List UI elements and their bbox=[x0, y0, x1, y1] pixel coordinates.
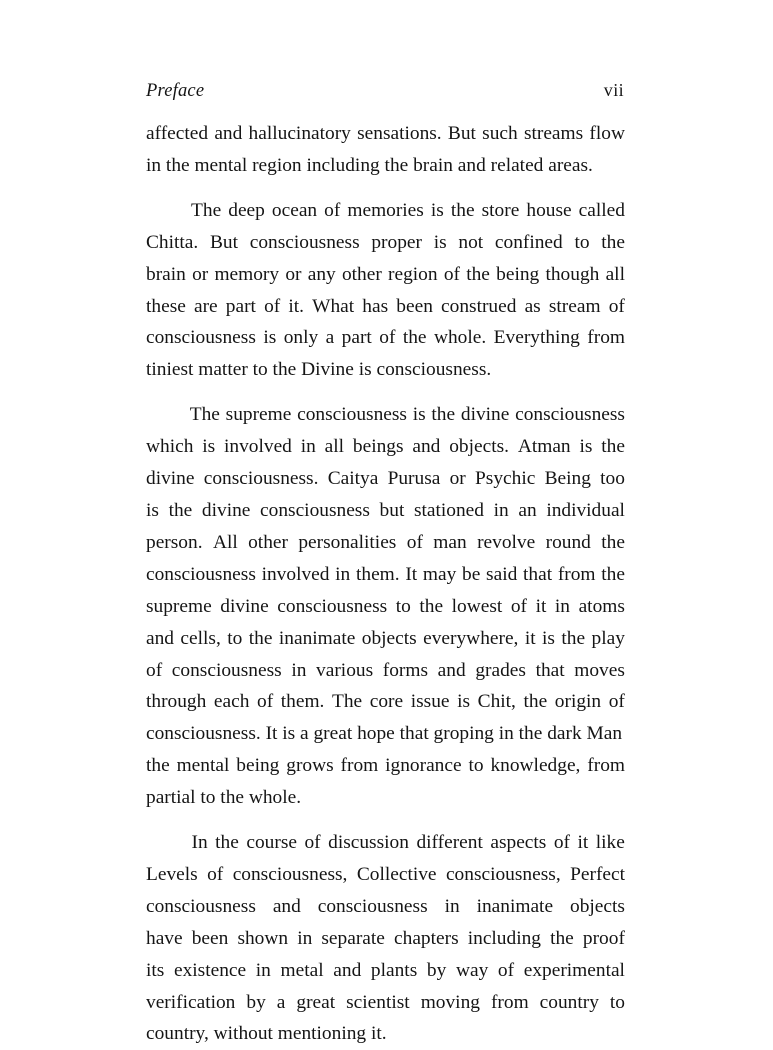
text-line: which is involved in all beings and objects. Atman is the bbox=[146, 436, 625, 458]
paragraph-chitta bbox=[146, 195, 625, 386]
text-line: consciousness. It is a great hope that groping in the dark Man bbox=[146, 723, 623, 745]
text-line: The deep ocean of memories is the store house called bbox=[191, 199, 625, 221]
text-line: brain or memory or any other region of the being though all bbox=[146, 263, 625, 285]
text-line: supreme divine consciousness to the lowest of it in atoms bbox=[146, 595, 625, 617]
text-line: Chitta. But consciousness proper is not confined to the bbox=[146, 231, 625, 253]
text-line: consciousness is only a part of the whole. Everything from bbox=[146, 327, 625, 349]
body-text-block bbox=[146, 118, 625, 1050]
text-line: Levels of consciousness, Collective consciousness, Perfect bbox=[146, 863, 625, 885]
running-head-title: Preface bbox=[146, 81, 205, 101]
running-head bbox=[146, 80, 624, 102]
text-line: In the course of discussion different aspects of it like bbox=[191, 832, 625, 854]
page-number: vii bbox=[603, 80, 624, 100]
text-line: its existence in metal and plants by way of experimental bbox=[146, 959, 625, 981]
text-line: country, without mentioning it. bbox=[146, 1023, 387, 1045]
text-line: partial to the whole. bbox=[146, 787, 302, 809]
paragraph-continuation bbox=[146, 118, 625, 182]
text-line: verification by a great scientist moving from country to bbox=[146, 991, 625, 1013]
text-line: these are part of it. What has been construed as stream of bbox=[146, 295, 625, 317]
text-line: and cells, to the inanimate objects everywhere, it is the play bbox=[146, 627, 625, 649]
text-line: The supreme consciousness is the divine consciousness bbox=[189, 404, 625, 426]
text-line: tiniest matter to the Divine is consciousness. bbox=[146, 359, 492, 381]
text-line: is the divine consciousness but stationed in an individual bbox=[146, 499, 625, 521]
paragraph-supreme-consciousness bbox=[146, 399, 625, 814]
text-line: divine consciousness. Caitya Purusa or Psychic Being too bbox=[146, 468, 625, 490]
text-line: of consciousness in various forms and grades that moves bbox=[146, 659, 625, 681]
text-line: consciousness and consciousness in inanimate objects bbox=[146, 895, 625, 917]
paragraph-course-of-discussion bbox=[146, 827, 625, 1050]
text-line: the mental being grows from ignorance to knowledge, from bbox=[146, 755, 625, 777]
text-line: in the mental region including the brain and related areas. bbox=[146, 154, 593, 176]
text-line: have been shown in separate chapters including the proof bbox=[146, 927, 625, 949]
text-line: consciousness involved in them. It may be said that from the bbox=[146, 563, 625, 585]
text-line: person. All other personalities of man revolve round the bbox=[146, 531, 625, 553]
text-line: affected and hallucinatory sensations. But such streams flow bbox=[146, 123, 625, 144]
text-line: through each of them. The core issue is Chit, the origin of bbox=[146, 691, 625, 713]
